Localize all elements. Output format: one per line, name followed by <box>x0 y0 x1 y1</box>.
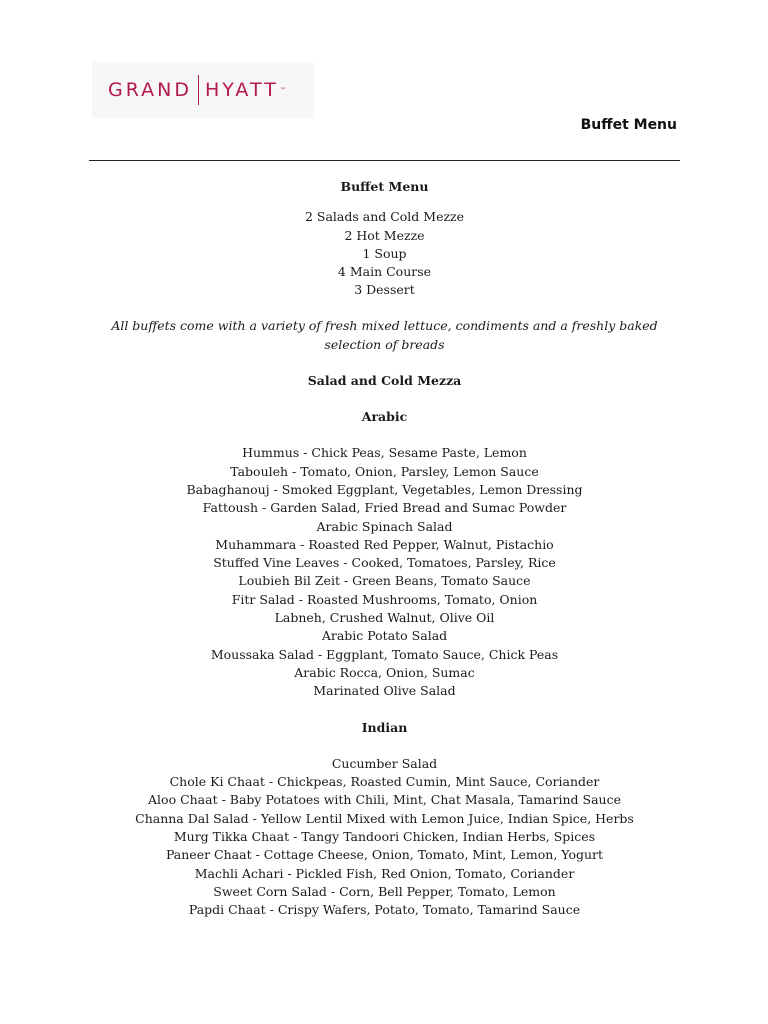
arabic-item: Arabic Potato Salad <box>321 628 448 644</box>
arabic-item: Labneh, Crushed Walnut, Olive Oil <box>274 610 495 626</box>
arabic-items-list <box>89 444 680 700</box>
logo-trademark: ™ <box>279 86 286 94</box>
menu-structure-item: 2 Salads and Cold Mezze <box>304 209 465 225</box>
header-divider <box>89 160 680 161</box>
arabic-item: Tabouleh - Tomato, Onion, Parsley, Lemon Sauce <box>230 463 539 479</box>
indian-item: Cucumber Salad <box>331 755 438 771</box>
menu-title: Buffet Menu <box>340 179 429 194</box>
indian-item: Chole Ki Chaat - Chickpeas, Roasted Cumin, Mint Sauce, Coriander <box>169 774 600 790</box>
arabic-item: Stuffed Vine Leaves - Cooked, Tomatoes, Parsley, Rice <box>213 555 556 571</box>
header-title: Buffet Menu <box>580 117 677 133</box>
arabic-item: Babaghanouj - Smoked Eggplant, Vegetables, Lemon Dressing <box>186 481 583 497</box>
menu-note: All buffets come with a variety of fresh mixed lettuce, condiments and a freshly baked selection of breads <box>111 317 658 352</box>
arabic-item: Muhammara - Roasted Red Pepper, Walnut, Pistachio <box>215 536 554 552</box>
arabic-item: Arabic Rocca, Onion, Sumac <box>294 664 475 680</box>
indian-item: Channa Dal Salad - Yellow Lentil Mixed with Lemon Juice, Indian Spice, Herbs <box>135 810 634 826</box>
arabic-item: Moussaka Salad - Eggplant, Tomato Sauce, Chick Peas <box>210 646 559 662</box>
menu-structure-item: 4 Main Course <box>337 264 432 280</box>
indian-item: Murg Tikka Chaat - Tangy Tandoori Chicken, Indian Herbs, Spices <box>173 829 596 845</box>
indian-item: Aloo Chaat - Baby Potatoes with Chili, Mint, Chat Masala, Tamarind Sauce <box>148 792 621 808</box>
menu-structure-item: 1 Soup <box>362 245 407 261</box>
indian-item: Sweet Corn Salad - Corn, Bell Pepper, Tomato, Lemon <box>213 883 556 899</box>
indian-item: Machli Achari - Pickled Fish, Red Onion, Tomato, Coriander <box>194 865 575 881</box>
indian-heading: Indian <box>361 719 408 735</box>
arabic-item: Fitr Salad - Roasted Mushrooms, Tomato, Onion <box>231 591 538 607</box>
arabic-item: Fattoush - Garden Salad, Fried Bread and Sumac Powder <box>202 500 567 516</box>
section-title: Salad and Cold Mezza <box>307 372 462 388</box>
menu-structure-item: 3 Dessert <box>354 282 415 298</box>
arabic-item: Arabic Spinach Salad <box>316 518 453 534</box>
indian-items-list <box>89 755 680 920</box>
logo-wordmark <box>108 75 286 105</box>
indian-item: Papdi Chaat - Crispy Wafers, Potato, Tomato, Tamarind Sauce <box>188 902 581 918</box>
arabic-item: Loubieh Bil Zeit - Green Beans, Tomato Sauce <box>238 573 531 589</box>
logo-divider <box>198 75 199 105</box>
logo-text-grand: GRAND <box>108 79 192 101</box>
menu-structure-list <box>89 208 680 299</box>
arabic-item: Hummus - Chick Peas, Sesame Paste, Lemon <box>242 445 527 461</box>
grand-hyatt-logo <box>92 62 314 118</box>
menu-content <box>89 178 680 920</box>
logo-text-hyatt: HYATT <box>205 79 279 101</box>
arabic-item: Marinated Olive Salad <box>313 683 456 699</box>
arabic-heading: Arabic <box>361 409 408 425</box>
indian-item: Paneer Chaat - Cottage Cheese, Onion, Tomato, Mint, Lemon, Yogurt <box>165 847 604 863</box>
menu-structure-item: 2 Hot Mezze <box>344 227 425 243</box>
